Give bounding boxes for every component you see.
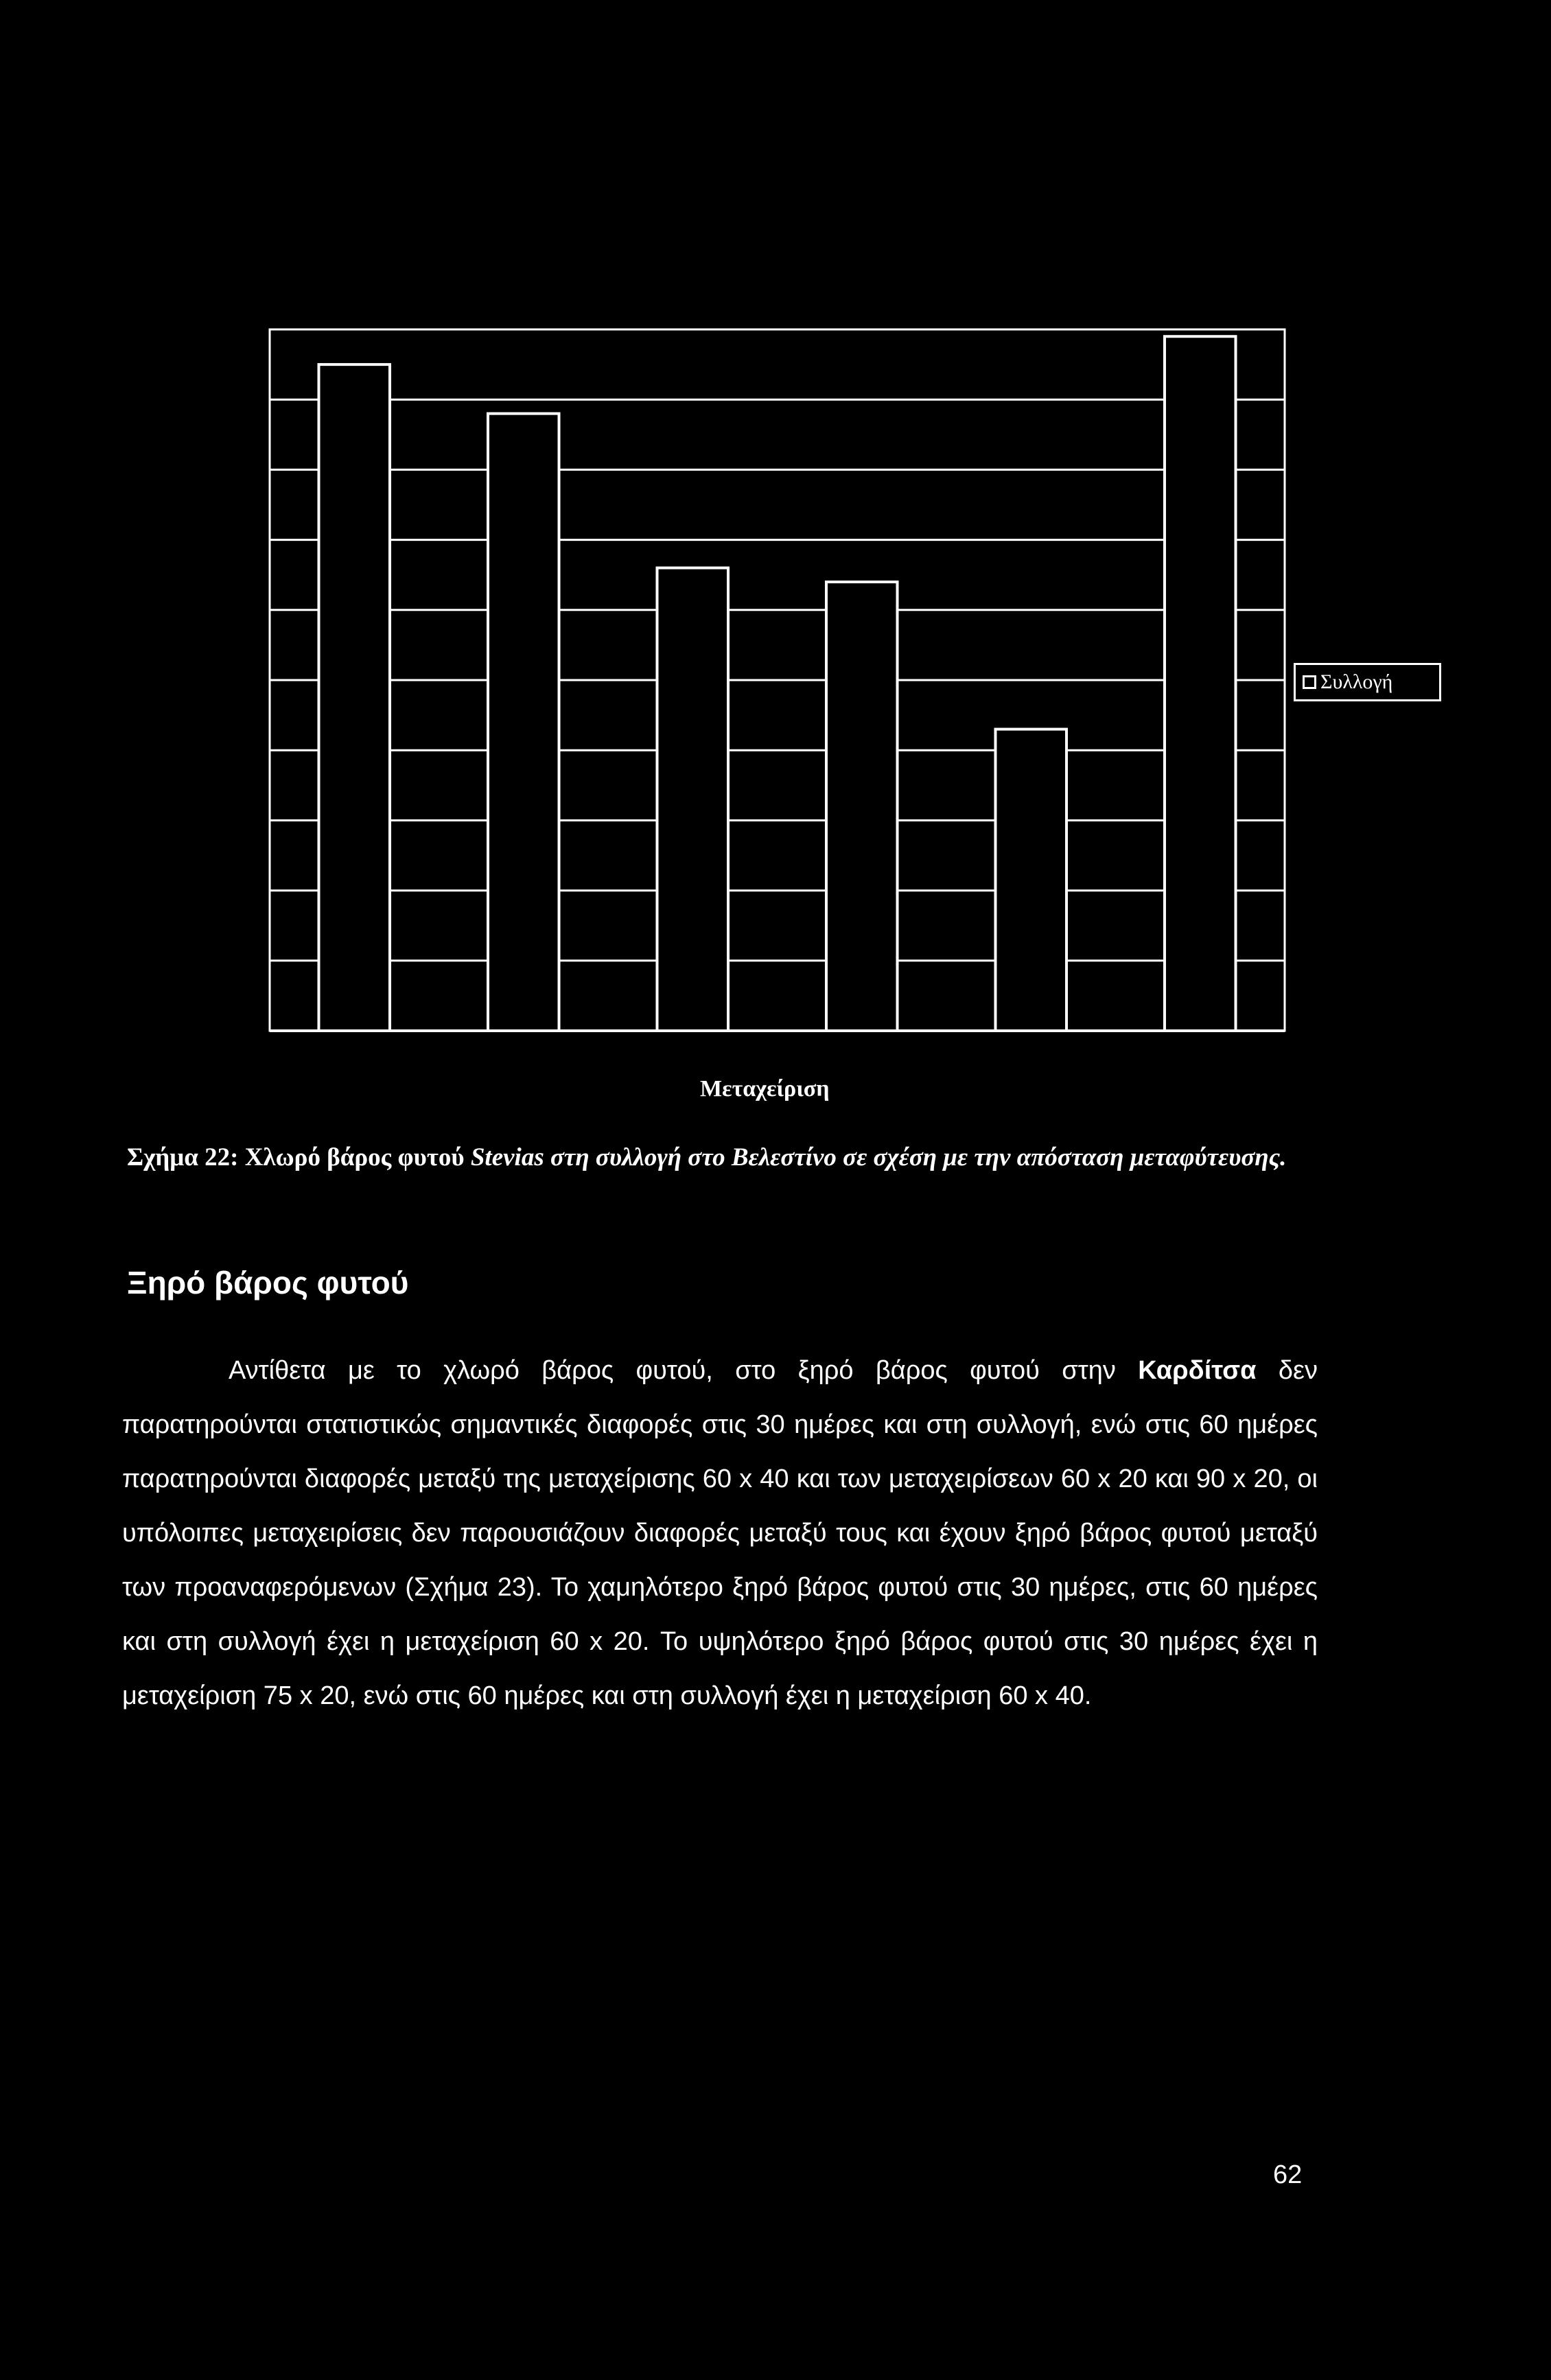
bar — [826, 582, 898, 1031]
chart-legend — [1294, 663, 1441, 701]
legend-swatch — [1303, 675, 1316, 689]
bar — [995, 730, 1066, 1031]
body-text-b: δεν παρατηρούνται στατιστικώς σημαντικές διαφορές στις 30 ημέρες και στη συλλογή, ενώ στις 60 ημέρες παρατηρούνται διαφορές μεταξύ της μεταχείρισης 60 x 40 και των μεταχειρίσεων 60 x 20 και 90 x 20, οι υπόλοιπες μεταχειρίσεις δεν παρουσιάζουν διαφορές μεταξύ τους και έχουν ξηρό βάρος φυτού μεταξύ των προαναφερόμενων (Σχήμα 23). Το χαμηλότερο ξηρό βάρος φυτού στις 30 ημέρες, στις 60 ημέρες και στη συλλογή έχει η μεταχείριση 60 x 20. Το υψηλότερο ξηρό βάρος φυτού στις 30 ημέρες έχει η μεταχείριση 75 x 20, ενώ στις 60 ημέρες και στη συλλογή έχει η μεταχείριση 60 x 40. — [122, 1356, 1318, 1710]
x-axis-label: Μεταχείριση — [700, 1076, 830, 1101]
bar — [488, 414, 559, 1031]
caption-rest: στη συλλογή στο Βελεστίνο σε σχέση με την απόσταση μεταφύτευσης. — [544, 1143, 1287, 1171]
bar — [1165, 336, 1236, 1031]
caption-lead: Σχήμα 22: Χλωρό βάρος φυτού — [127, 1143, 471, 1171]
legend-label: Συλλογή — [1320, 670, 1393, 693]
bar — [318, 364, 390, 1031]
caption-species: Stevias — [470, 1143, 544, 1171]
bar-chart — [0, 0, 1551, 1071]
body-bold-place: Καρδίτσα — [1138, 1356, 1257, 1385]
body-text-a: Αντίθετα με το χλωρό βάρος φυτού, στο ξηρό βάρος φυτού στην — [229, 1356, 1139, 1385]
figure-caption — [127, 1139, 1321, 1176]
body-paragraph — [122, 1344, 1318, 1723]
bar — [657, 568, 728, 1031]
page-number: 62 — [1273, 2160, 1303, 2189]
section-heading: Ξηρό βάρος φυτού — [127, 1265, 409, 1300]
